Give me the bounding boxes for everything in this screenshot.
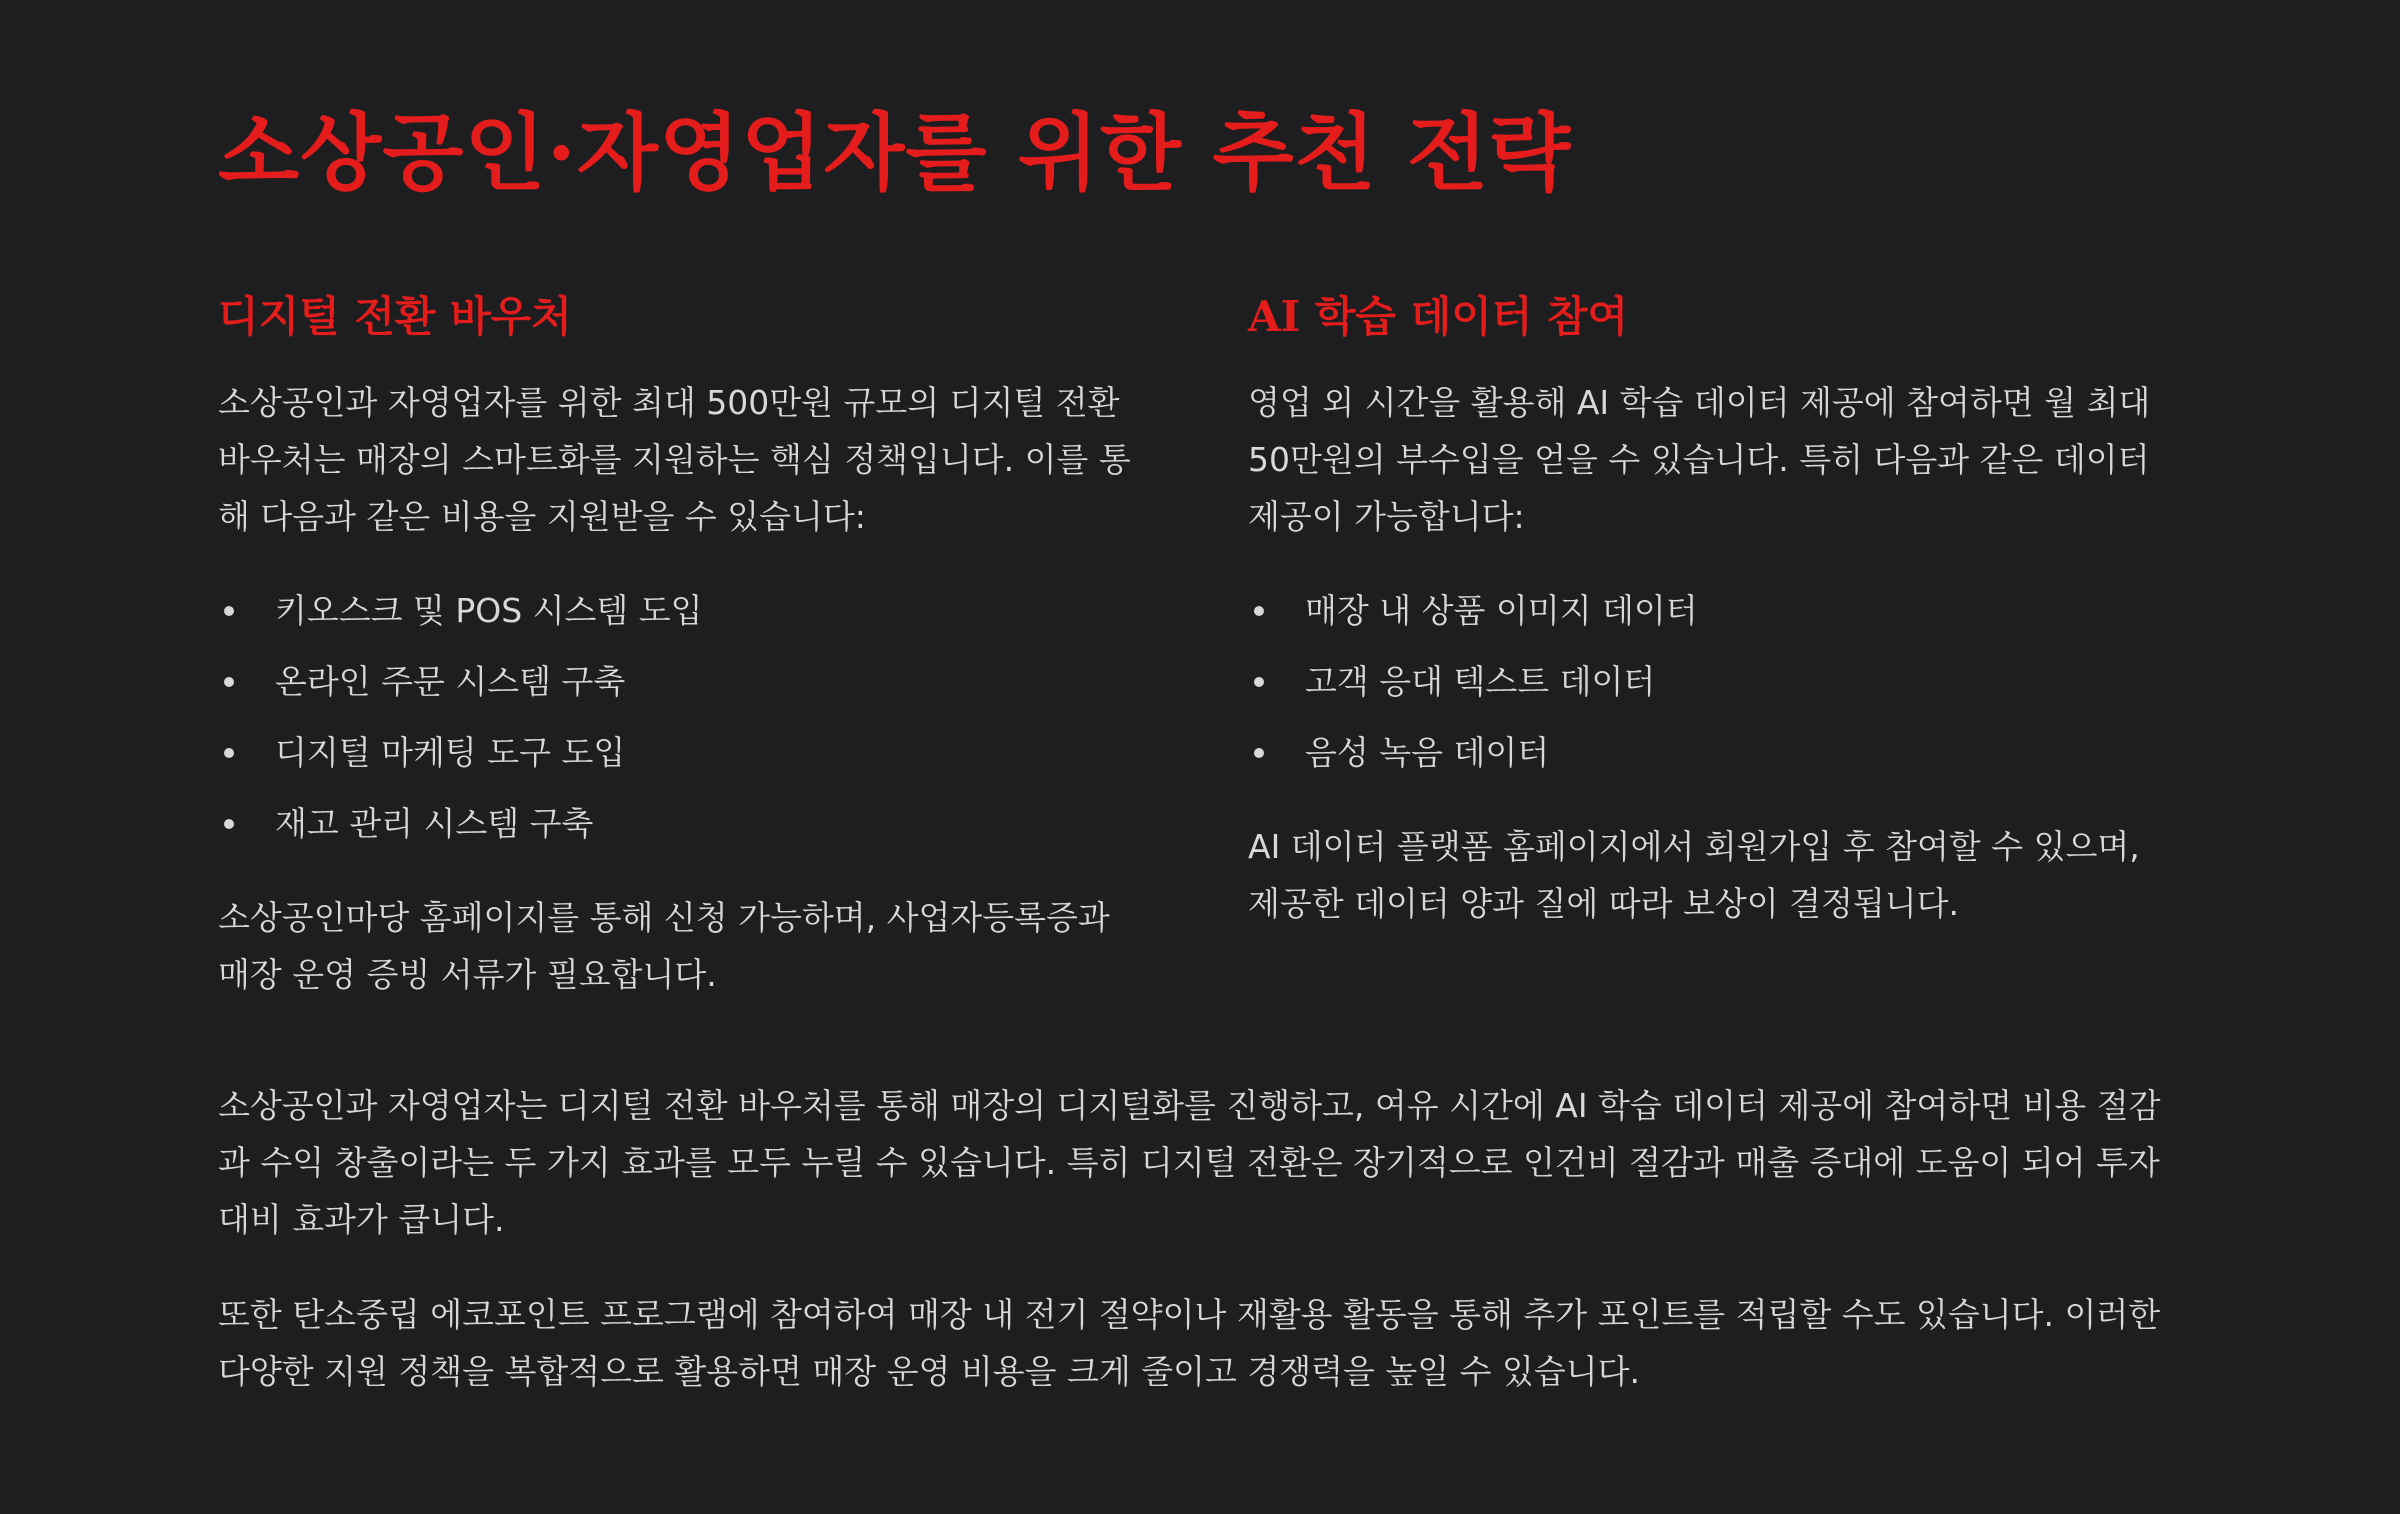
two-column-section <box>218 290 2182 1003</box>
digital-voucher-column <box>218 290 1152 1003</box>
list-item <box>218 575 1152 646</box>
summary-paragraph-2: 또한 탄소중립 에코포인트 프로그램에 참여하여 매장 내 전기 절약이나 재활용 활동을 통해 추가 포인트를 적립할 수도 있습니다. 이러한 다양한 지원 정책을 복합적으로 활용하면 매장 운영 비용을 크게 줄이고 경쟁력을 높일 수 있습니다. <box>218 1295 2161 1391</box>
bullet-dot-icon <box>1254 677 1264 687</box>
ai-data-column <box>1248 290 2182 1003</box>
digital-voucher-outro: 소상공인마당 홈페이지를 통해 신청 가능하며, 사업자등록증과 매장 운영 증빙 서류가 필요합니다. <box>218 898 1110 994</box>
list-item <box>218 717 1152 788</box>
bullet-dot-icon <box>1254 748 1264 758</box>
list-item <box>218 788 1152 859</box>
list-item-text: 온라인 주문 시스템 구축 <box>275 662 626 701</box>
list-item-text: 음성 녹음 데이터 <box>1305 733 1550 772</box>
list-item-text: 재고 관리 시스템 구축 <box>275 804 594 843</box>
ai-data-outro: AI 데이터 플랫폼 홈페이지에서 회원가입 후 참여할 수 있으며, 제공한 데이터 양과 질에 따라 보상이 결정됩니다. <box>1248 827 2140 923</box>
digital-voucher-list <box>218 575 1152 859</box>
bullet-dot-icon <box>224 748 234 758</box>
ai-data-heading: AI 학습 데이터 참여 <box>1248 292 1629 341</box>
ai-data-list <box>1248 575 2182 788</box>
bullet-dot-icon <box>224 819 234 829</box>
summary-section <box>218 1077 2182 1400</box>
list-item-text: 매장 내 상품 이미지 데이터 <box>1305 591 1698 630</box>
list-item <box>1248 646 2182 717</box>
digital-voucher-heading: 디지털 전환 바우처 <box>218 292 572 341</box>
bullet-dot-icon <box>224 606 234 616</box>
list-item <box>1248 717 2182 788</box>
summary-paragraph-1: 소상공인과 자영업자는 디지털 전환 바우처를 통해 매장의 디지털화를 진행하고, 여유 시간에 AI 학습 데이터 제공에 참여하면 비용 절감과 수익 창출이라는 두 가지 효과를 모두 누릴 수 있습니다. 특히 디지털 전환은 장기적으로 인건비 절감과 매출 증대에 도움이 되어 투자 대비 효과가 큽니다. <box>218 1086 2161 1239</box>
list-item-text: 키오스크 및 POS 시스템 도입 <box>275 591 703 630</box>
digital-voucher-intro: 소상공인과 자영업자를 위한 최대 500만원 규모의 디지털 전환 바우처는 매장의 스마트화를 지원하는 핵심 정책입니다. 이를 통해 다음과 같은 비용을 지원받을 수 있습니다: <box>218 383 1131 536</box>
page-title: 소상공인·자영업자를 위한 추천 전략 <box>218 103 1572 202</box>
bullet-dot-icon <box>1254 606 1264 616</box>
ai-data-intro: 영업 외 시간을 활용해 AI 학습 데이터 제공에 참여하면 월 최대 50만원의 부수입을 얻을 수 있습니다. 특히 다음과 같은 데이터 제공이 가능합니다: <box>1248 383 2151 536</box>
list-item-text: 디지털 마케팅 도구 도입 <box>275 733 626 772</box>
list-item <box>218 646 1152 717</box>
list-item-text: 고객 응대 텍스트 데이터 <box>1305 662 1656 701</box>
list-item <box>1248 575 2182 646</box>
bullet-dot-icon <box>224 677 234 687</box>
